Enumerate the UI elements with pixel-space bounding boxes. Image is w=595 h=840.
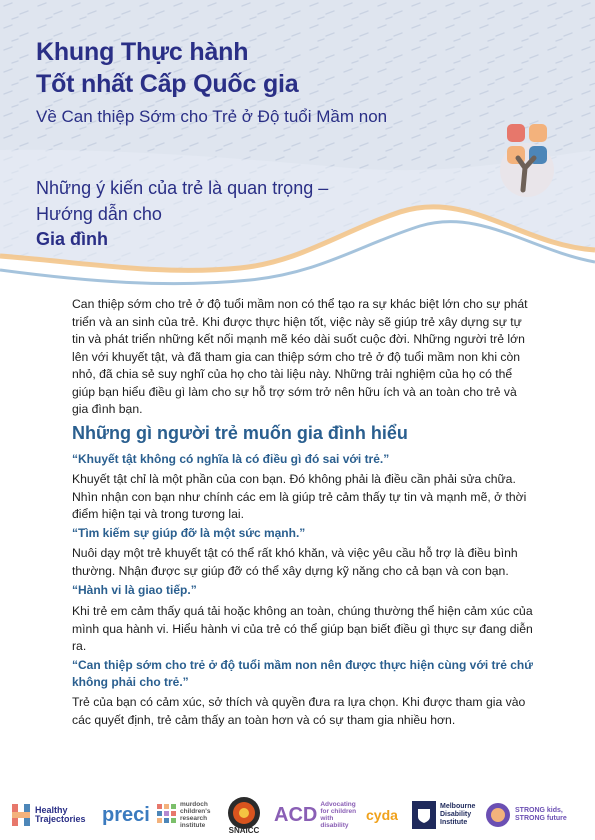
snaicc-emblem-icon [218, 795, 270, 835]
snaicc-label: SNAICC [228, 826, 260, 835]
guide-title-line-2: Hướng dẫn cho [36, 204, 162, 224]
guide-title-audience: Gia đình [36, 229, 108, 249]
mdi-logo [412, 795, 486, 835]
quote-2: “Tìm kiếm sự giúp đỡ là một sức mạnh.” [72, 526, 306, 540]
quote-3: “Hành vi là giao tiếp.” [72, 583, 197, 597]
point-4-text: Trẻ của bạn có cảm xúc, sở thích và quyền đưa ra lựa chọn. Khi được tham gia vào các quyết định, trẻ cảm thấy an toàn hơn và có sự tham gia nhiều hơn. [72, 695, 526, 727]
preci-label: preci [102, 803, 150, 826]
guide-title-line-1: Những ý kiến của trẻ là quan trọng – [36, 178, 329, 198]
murdoch-dots-icon [156, 802, 178, 828]
acd-tagline: Advocating for children with disability [320, 801, 357, 829]
healthy-trajectories-icon [10, 802, 32, 828]
footer-partner-logos [0, 795, 595, 840]
murdoch-label: murdoch children's research institute [180, 801, 211, 829]
quote-1: “Khuyết tật không có nghĩa là có điều gì đó sai với trẻ.” [72, 452, 390, 466]
framework-flower-logo-icon [496, 118, 558, 198]
acd-logo [274, 795, 362, 835]
header-banner [0, 0, 595, 290]
strong-kids-sun-icon [484, 801, 512, 829]
page-title-line-2: Tốt nhất Cấp Quốc gia [36, 70, 299, 98]
cyda-label: cyda [366, 807, 398, 823]
point-2-text: Nuôi dạy một trẻ khuyết tật có thể rất khó khăn, và việc yêu cầu hỗ trợ là điều bình thường. Nhận được sự giúp đỡ có thể xây dựng kỹ năng cho cả bạn và con bạn. [72, 546, 518, 578]
intro-paragraph: Can thiệp sớm cho trẻ ở độ tuổi mầm non có thể tạo ra sự khác biệt lớn cho sự phát triển và an sinh của trẻ. Khi được thực hiện tốt, việc này sẽ giúp trẻ xây dựng sự tự tin và phát triển những kết nối mạnh mẽ kéo dài suốt cuộc đời. Những người trẻ lớn lên với khuyết tật, và đã tham gia can thiệp sớm cho trẻ ở độ tuổi mầm non khi còn nhỏ, đã chia sẻ suy nghĩ của họ cho tài liệu này. Những trải nghiệm của họ có thể giúp bạn hiểu điều gì làm cho sự hỗ trợ sớm trở nên hữu ích và an toàn cho trẻ và gia đình bạn. [72, 297, 528, 416]
quote-4: “Can thiệp sớm cho trẻ ở độ tuổi mầm non nên được thực hiện cùng với trẻ chứ không phải cho trẻ.” [72, 658, 533, 689]
point-1-text: Khuyết tật chỉ là một phần của con bạn. Đó không phải là điều cần phải sửa chữa. Nhìn nhận con bạn như chính các em là giúp trẻ cảm thấy tự tin và mạnh mẽ, ở thời điểm hiện tại và trong tương lai. [72, 472, 527, 521]
snaicc-logo [218, 795, 270, 835]
university-crest-icon [412, 801, 436, 829]
cyda-logo [366, 795, 398, 835]
murdoch-logo [156, 795, 220, 835]
acd-label: ACD [274, 803, 318, 826]
strong-kids-logo [484, 795, 587, 835]
preci-logo [102, 795, 150, 835]
point-3-text: Khi trẻ em cảm thấy quá tải hoặc không an toàn, chúng thường thể hiện cảm xúc của mình qua hành vi. Hiểu hành vi của trẻ có thể giúp bạn biết điều gì thực sự đang diễn ra. [72, 604, 533, 653]
section-heading: Những gì người trẻ muốn gia đình hiểu [72, 423, 408, 443]
page-title-line-1: Khung Thực hành [36, 38, 249, 66]
mdi-label: Melbourne Disability Institute [440, 803, 476, 826]
strong-kids-label: STRONG kids, STRONG future [515, 807, 567, 822]
page-subtitle: Về Can thiệp Sớm cho Trẻ ở Độ tuổi Mầm non [36, 107, 388, 126]
healthy-trajectories-logo [10, 795, 95, 835]
healthy-trajectories-label: Healthy Trajectories [35, 805, 86, 824]
